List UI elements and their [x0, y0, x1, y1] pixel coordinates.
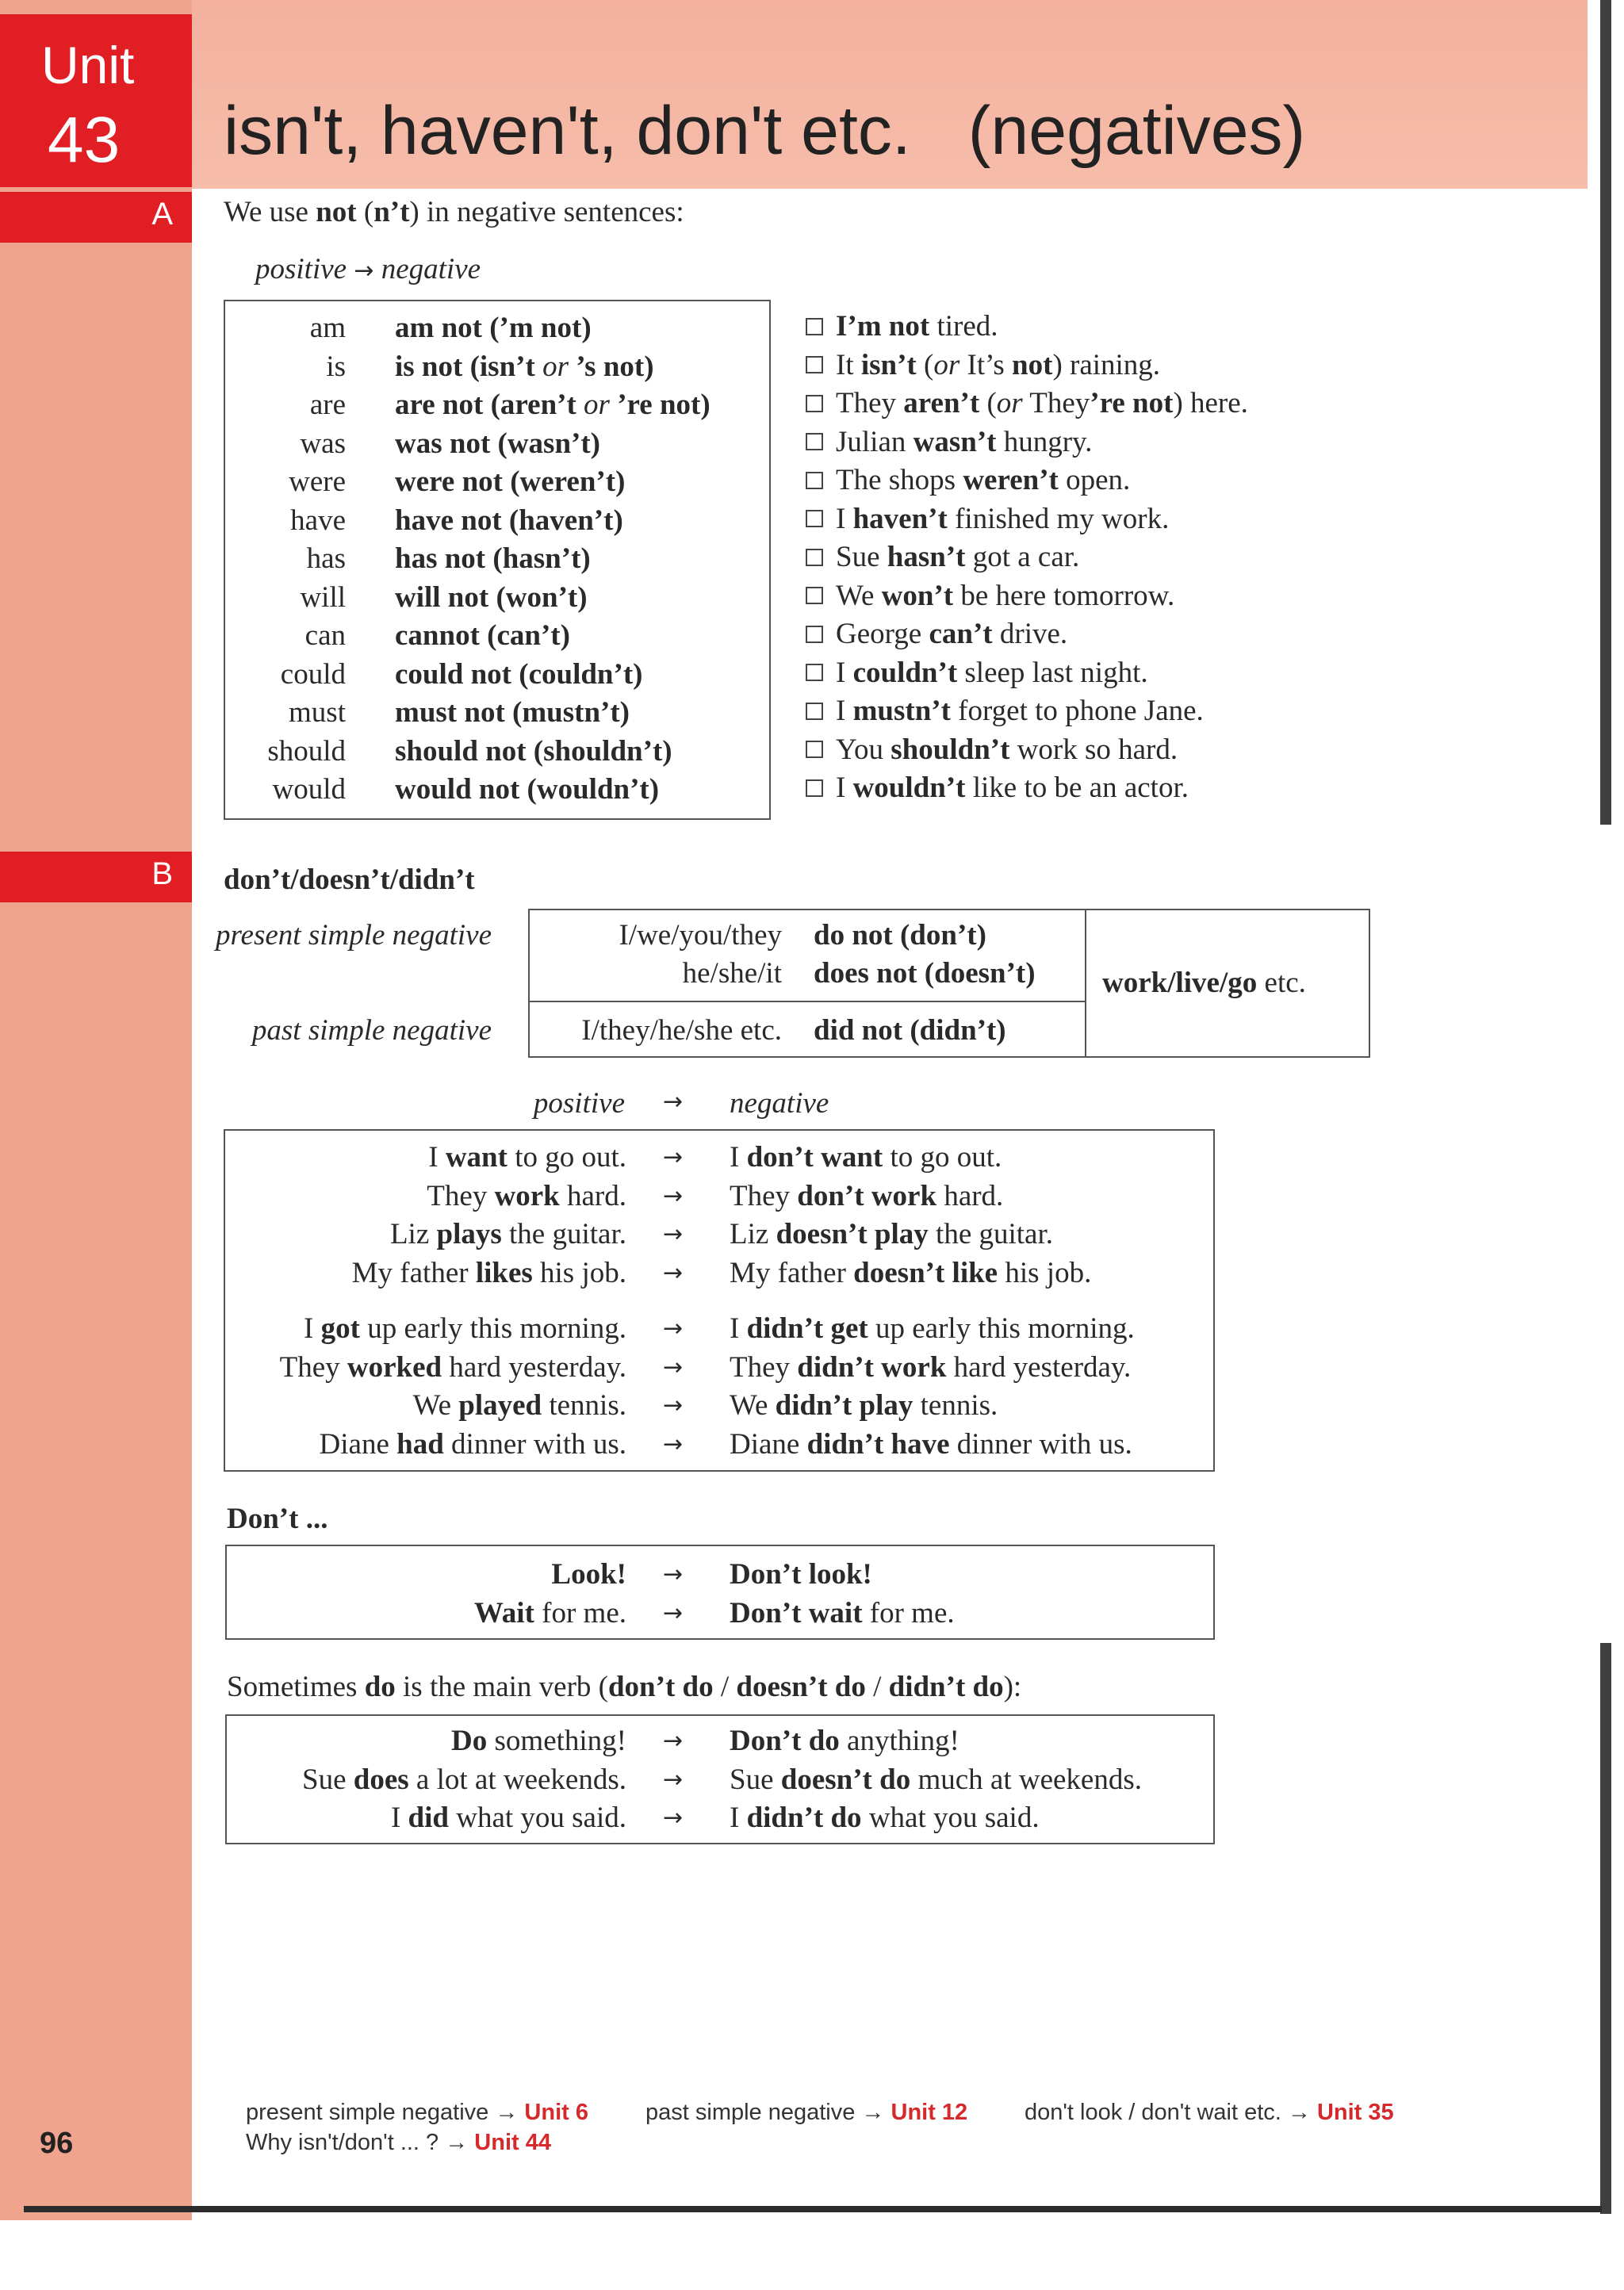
arrow-icon: →	[663, 1258, 684, 1287]
example-sentence	[806, 692, 1204, 731]
verbs-bold: work/live/go	[1102, 967, 1258, 999]
bold-text: don’t do	[607, 1671, 714, 1703]
positive-form: can	[304, 619, 346, 652]
text: much at weekends.	[910, 1763, 1142, 1796]
text: I	[836, 656, 853, 689]
example-sentence	[806, 654, 1148, 693]
bold-text: don’t work	[797, 1179, 937, 1212]
arrow-icon: →	[663, 1353, 684, 1381]
positive-form: must	[289, 696, 346, 729]
text: I	[304, 1312, 321, 1345]
text: My father	[351, 1256, 476, 1289]
header-negative: negative	[381, 253, 481, 285]
text: Liz	[389, 1218, 437, 1250]
text: I	[836, 772, 853, 804]
text: tennis.	[913, 1389, 998, 1422]
checkbox-square-icon	[806, 395, 823, 412]
arrow-icon: →	[663, 1765, 684, 1794]
bold-text: likes	[475, 1256, 533, 1289]
verbs-suffix: etc.	[1257, 967, 1306, 999]
checkbox-square-icon	[806, 356, 823, 373]
positive-sentence	[390, 1216, 626, 1254]
bold-text: didn’t get	[746, 1312, 868, 1345]
bold-text: doesn’t do	[736, 1671, 866, 1703]
aux-table-divider-vertical	[1085, 909, 1086, 1058]
positive-form: are	[309, 389, 346, 421]
do-arrow-column	[663, 1722, 683, 1838]
example-sentence	[806, 500, 1169, 539]
page-number: 96	[40, 2127, 74, 2160]
section-b-header-positive: positive	[533, 1087, 625, 1120]
unit-badge	[0, 14, 192, 187]
negative-form	[395, 463, 625, 502]
g2-positive-column	[280, 1310, 626, 1464]
text: hard yesterday.	[442, 1350, 626, 1384]
text: They	[1022, 387, 1090, 419]
text: hard.	[936, 1179, 1004, 1212]
subject-i-we-you-they: I/we/you/they	[619, 919, 782, 952]
header-positive: positive	[255, 253, 347, 285]
text: dinner with us.	[443, 1427, 626, 1461]
bold-text: Don’t do	[730, 1725, 840, 1757]
negative-form	[395, 733, 672, 772]
checkbox-square-icon	[806, 472, 823, 489]
section-b-header-arrow: →	[663, 1088, 684, 1116]
text: hard.	[559, 1179, 626, 1212]
bold-text: got	[320, 1312, 360, 1345]
a-positive-column	[267, 309, 346, 810]
text: I	[428, 1141, 446, 1174]
bold-text: doesn’t play	[776, 1218, 929, 1250]
bold-text: cannot (can’t)	[395, 619, 570, 652]
bold-text: doesn’t do	[780, 1763, 911, 1796]
section-a-intro	[224, 195, 684, 229]
arrow-icon: →	[663, 1560, 684, 1588]
text: Sue	[836, 541, 887, 573]
bold-text: haven’t	[852, 502, 948, 535]
text: They	[279, 1350, 347, 1384]
bold-text: do	[364, 1671, 396, 1703]
positive-sentence	[551, 1556, 626, 1595]
do-main-verb-intro	[227, 1670, 1021, 1704]
text: The shops	[836, 464, 963, 496]
checkbox-square-icon	[806, 587, 823, 604]
bold-text: is not (isn’t	[395, 350, 543, 383]
negative-sentence	[730, 1216, 1053, 1254]
text: a lot at weekends.	[408, 1763, 626, 1796]
positive-sentence	[451, 1722, 626, 1761]
bold-text: I’m not	[836, 310, 930, 343]
text: (	[916, 348, 934, 381]
negative-sentence	[730, 1426, 1132, 1465]
bold-text: ’s not)	[568, 350, 654, 383]
example-sentence	[806, 308, 998, 347]
dont-negative-column	[730, 1556, 955, 1633]
dont-arrow-column	[663, 1556, 683, 1633]
intro-paren: (	[363, 196, 374, 228]
negative-sentence	[730, 1178, 1003, 1216]
text: We	[836, 579, 882, 612]
negative-form	[395, 771, 659, 810]
text: Diane	[319, 1427, 397, 1461]
right-edge-rule-top	[1600, 0, 1611, 825]
negative-form	[395, 617, 570, 656]
negative-form	[395, 386, 710, 425]
checkbox-square-icon	[806, 779, 823, 797]
bold-text: weren’t	[963, 464, 1059, 496]
unit-link-12[interactable]: Unit 12	[891, 2100, 968, 2125]
text: tennis.	[542, 1389, 626, 1422]
bold-text: should not (shouldn’t)	[395, 734, 672, 768]
g1-arrow-column	[663, 1139, 683, 1292]
aux-did-not: did not (didn’t)	[814, 1014, 1006, 1047]
positive-sentence	[304, 1310, 626, 1349]
text: My father	[730, 1256, 854, 1289]
right-edge-rule-bottom	[1600, 1643, 1611, 2214]
bold-text: hasn’t	[887, 541, 966, 573]
text: We	[730, 1389, 776, 1422]
text: I	[730, 1141, 747, 1174]
text: Julian	[836, 425, 914, 458]
italic-text: or	[542, 350, 569, 383]
unit-label: Unit	[41, 36, 135, 94]
example-sentence	[806, 577, 1174, 616]
checkbox-square-icon	[806, 703, 823, 720]
text: It’s	[959, 348, 1013, 381]
example-sentence	[806, 385, 1248, 423]
bold-text: would not (wouldn’t)	[395, 773, 660, 806]
positive-sentence	[474, 1595, 626, 1633]
italic-text: or	[933, 348, 960, 381]
negative-form	[395, 348, 654, 387]
positive-sentence	[352, 1254, 626, 1293]
bold-text: didn’t play	[775, 1389, 914, 1422]
bold-text: Don’t look!	[730, 1558, 872, 1591]
bold-text: could not (couldn’t)	[395, 657, 643, 691]
text: Sometimes	[227, 1671, 365, 1703]
bold-text: did	[408, 1802, 449, 1834]
g1-negative-column	[730, 1139, 1091, 1292]
negative-sentence	[730, 1799, 1040, 1838]
bold-text: will not (won’t)	[395, 580, 588, 614]
checkbox-square-icon	[806, 433, 823, 450]
verbs-cell	[1102, 966, 1306, 1000]
negative-sentence	[730, 1761, 1142, 1800]
aux-table-divider-horizontal	[528, 1001, 1086, 1002]
subject-past: I/they/he/she etc.	[581, 1014, 782, 1047]
negative-sentence	[730, 1556, 872, 1595]
checkbox-square-icon	[806, 510, 823, 527]
text: Sue	[302, 1763, 354, 1796]
section-tab-b: B	[0, 852, 192, 902]
ref-why-isnt[interactable]: Why isn't/don't ... ? → Unit 44	[246, 2130, 551, 2155]
intro-bold-not: not	[316, 196, 357, 228]
aux-does-not: does not (doesn’t)	[814, 957, 1036, 990]
text: to go out.	[883, 1141, 1002, 1174]
text: for me.	[534, 1596, 626, 1629]
negative-sentence	[730, 1254, 1091, 1293]
bold-text: couldn’t	[852, 656, 958, 689]
text: finished my work.	[947, 502, 1170, 535]
section-b-header-negative: negative	[730, 1087, 829, 1120]
negative-form	[395, 656, 642, 695]
example-sentence	[806, 731, 1178, 770]
positive-form: has	[306, 542, 346, 575]
positive-sentence	[428, 1139, 626, 1178]
positive-sentence	[427, 1178, 626, 1216]
arrow-icon: →	[354, 257, 374, 285]
bold-text: isn’t	[860, 348, 917, 381]
do-negative-column	[730, 1722, 1142, 1838]
positive-form: am	[309, 312, 346, 344]
italic-text: or	[584, 389, 610, 421]
title-main: isn't, haven't, don't etc.	[224, 93, 911, 169]
intro-pre: We use	[224, 196, 308, 228]
bold-text: had	[396, 1427, 444, 1461]
checkbox-square-icon	[806, 318, 823, 335]
title-sub: (negatives)	[967, 93, 1306, 169]
positive-sentence	[302, 1761, 626, 1800]
text: ):	[1003, 1671, 1022, 1703]
g1-positive-column	[352, 1139, 626, 1292]
unit-link-35[interactable]: Unit 35	[1316, 2100, 1394, 2125]
example-sentence	[806, 347, 1160, 385]
checkbox-square-icon	[806, 626, 823, 643]
bold-text: didn’t do	[746, 1802, 862, 1834]
present-simple-negative-label: present simple negative	[216, 919, 492, 952]
text: ) here.	[1173, 387, 1248, 419]
bold-text: has not (hasn’t)	[395, 542, 591, 575]
italic-text: or	[996, 387, 1023, 419]
text: I	[836, 695, 853, 727]
page-title	[224, 92, 1305, 170]
arrow-icon: →	[663, 1220, 684, 1248]
example-sentence	[806, 423, 1092, 462]
checkbox-square-icon	[806, 664, 823, 681]
bold-text: didn’t do	[888, 1671, 1004, 1703]
positive-form: should	[267, 734, 346, 768]
bold-text: Wait	[473, 1596, 534, 1629]
negative-sentence	[730, 1349, 1131, 1388]
arrow-icon: →	[663, 1392, 684, 1419]
text: hungry.	[996, 425, 1093, 458]
text: We	[412, 1389, 459, 1422]
positive-form: was	[300, 427, 346, 460]
section-a-column-header	[255, 252, 481, 286]
bold-text: was not (wasn’t)	[395, 427, 600, 460]
bold-text: Don’t wait	[730, 1596, 863, 1629]
aux-do-not: do not (don’t)	[814, 919, 986, 952]
positive-form: will	[300, 580, 346, 614]
text: is the main verb (	[395, 1671, 608, 1703]
text: the guitar.	[928, 1218, 1054, 1250]
intro-post: ) in negative sentences:	[409, 196, 684, 228]
arrow-icon: →	[663, 1804, 684, 1832]
text: work so hard.	[1009, 733, 1178, 766]
dont-box	[225, 1545, 1215, 1640]
negative-sentence	[730, 1310, 1135, 1349]
text: (	[979, 387, 997, 419]
text: be here tomorrow.	[953, 579, 1175, 612]
checkbox-square-icon	[806, 549, 823, 566]
bold-text: must not (mustn’t)	[395, 696, 630, 729]
arrow-icon: →	[663, 1143, 684, 1171]
negative-sentence	[730, 1139, 1002, 1178]
text: I	[730, 1802, 747, 1834]
text: what you said.	[448, 1802, 626, 1834]
text: something!	[487, 1725, 626, 1757]
text: dinner with us.	[949, 1427, 1132, 1461]
bold-text: wasn’t	[913, 425, 997, 458]
bold-text: have not (haven’t)	[395, 504, 623, 537]
text: anything!	[839, 1725, 959, 1757]
bold-text: work	[494, 1179, 560, 1212]
bold-text: does	[353, 1763, 409, 1796]
positive-sentence	[413, 1387, 626, 1426]
text: up early this morning.	[868, 1312, 1135, 1345]
negative-form	[395, 425, 600, 464]
example-sentence	[806, 769, 1189, 808]
bold-text: mustn’t	[852, 695, 951, 727]
unit-link-6[interactable]: Unit 6	[524, 2100, 588, 2125]
bold-text: ’re not)	[609, 389, 710, 421]
negative-form	[395, 579, 588, 618]
arrow-icon: →	[663, 1315, 684, 1342]
text: They	[427, 1179, 495, 1212]
bold-text: wouldn’t	[852, 772, 966, 804]
text: I	[390, 1802, 408, 1834]
text: tired.	[929, 310, 998, 343]
unit-link-44[interactable]: Unit 44	[474, 2130, 551, 2155]
text: Sue	[730, 1763, 781, 1796]
past-simple-negative-label: past simple negative	[251, 1014, 492, 1047]
positive-form: is	[326, 350, 346, 383]
bold-text: don’t want	[746, 1141, 883, 1174]
positive-sentence	[280, 1349, 626, 1388]
text: open.	[1058, 464, 1131, 496]
bold-text: not	[1012, 348, 1053, 381]
text: drive.	[992, 618, 1068, 650]
ref-dont-look[interactable]: don't look / don't wait etc. → Unit 35	[1025, 2100, 1394, 2125]
bold-text: are not (aren’t	[395, 389, 584, 421]
example-sentence	[806, 615, 1067, 654]
bold-text: doesn’t like	[853, 1256, 998, 1289]
text: got a car.	[965, 541, 1080, 573]
bold-text: worked	[347, 1350, 442, 1384]
arrow-icon: →	[663, 1599, 684, 1627]
negative-form	[395, 694, 630, 733]
negative-sentence	[730, 1387, 998, 1426]
bold-text: want	[445, 1141, 508, 1174]
text: /	[713, 1671, 737, 1703]
bold-text: Look!	[551, 1558, 626, 1591]
negative-form	[395, 502, 623, 541]
dont-heading: Don’t ...	[227, 1503, 328, 1535]
left-sidebar	[0, 0, 192, 2220]
bold-text: can’t	[929, 618, 993, 650]
example-sentence	[806, 538, 1079, 577]
text: Diane	[730, 1427, 807, 1461]
negative-form	[395, 309, 592, 348]
negative-form	[395, 540, 591, 579]
checkbox-square-icon	[806, 741, 823, 758]
text: up early this morning.	[359, 1312, 626, 1345]
text: hard yesterday.	[946, 1350, 1132, 1384]
a-examples-column	[806, 308, 1248, 808]
ref-past-simple-negative[interactable]: past simple negative → Unit 12	[645, 2100, 968, 2125]
do-positive-column	[302, 1722, 626, 1838]
bold-text: didn’t work	[797, 1350, 947, 1384]
bold-text: aren’t	[903, 387, 980, 419]
bottom-rule	[24, 2206, 1602, 2212]
positive-form: could	[280, 657, 346, 691]
arrow-icon: →	[663, 1181, 684, 1210]
arrow-icon: →	[663, 1430, 684, 1458]
unit-number: 43	[48, 104, 121, 176]
text: to go out.	[507, 1141, 626, 1174]
text: I	[730, 1312, 747, 1345]
text: his job.	[532, 1256, 626, 1289]
text: forget to phone Jane.	[950, 695, 1204, 727]
subject-he-she-it: he/she/it	[682, 957, 782, 990]
positive-form: were	[289, 465, 346, 498]
bold-text: shouldn’t	[891, 733, 1010, 766]
text: his job.	[998, 1256, 1092, 1289]
ref-present-simple-negative[interactable]: present simple negative → Unit 6	[246, 2100, 588, 2125]
positive-sentence	[391, 1799, 626, 1838]
bold-text: Do	[451, 1725, 488, 1757]
negative-sentence	[730, 1595, 955, 1633]
dont-positive-column	[474, 1556, 626, 1633]
section-tab-a: A	[0, 192, 192, 243]
positive-form: have	[290, 504, 346, 537]
text: I	[836, 502, 853, 535]
bold-text: ’re not	[1090, 387, 1174, 419]
text: They	[730, 1179, 798, 1212]
text: like to be an actor.	[965, 772, 1189, 804]
text: You	[836, 733, 891, 766]
text: the guitar.	[501, 1218, 626, 1250]
example-sentence	[806, 461, 1130, 500]
a-negative-column	[395, 309, 710, 810]
positive-sentence	[320, 1426, 626, 1465]
intro-bold-nt: n’t	[373, 196, 410, 228]
text: for me.	[862, 1596, 955, 1629]
g2-arrow-column	[663, 1310, 683, 1464]
bold-text: didn’t have	[806, 1427, 950, 1461]
section-b-heading: don’t/doesn’t/didn’t	[224, 864, 475, 896]
bold-text: were not (weren’t)	[395, 465, 626, 498]
text: /	[865, 1671, 889, 1703]
text: It	[836, 348, 861, 381]
negative-sentence	[730, 1722, 959, 1761]
arrow-icon: →	[663, 1727, 684, 1755]
positive-form: would	[272, 773, 346, 806]
bold-text: plays	[436, 1218, 502, 1250]
text: what you said.	[861, 1802, 1040, 1834]
bold-text: am not (’m not)	[395, 312, 592, 344]
text: They	[730, 1350, 798, 1384]
text: Liz	[730, 1218, 776, 1250]
bold-text: won’t	[881, 579, 954, 612]
bold-text: played	[458, 1389, 542, 1422]
g2-negative-column	[730, 1310, 1135, 1464]
text: They	[836, 387, 904, 419]
text: George	[836, 618, 929, 650]
text: sleep last night.	[957, 656, 1148, 689]
text: ) raining.	[1052, 348, 1161, 381]
